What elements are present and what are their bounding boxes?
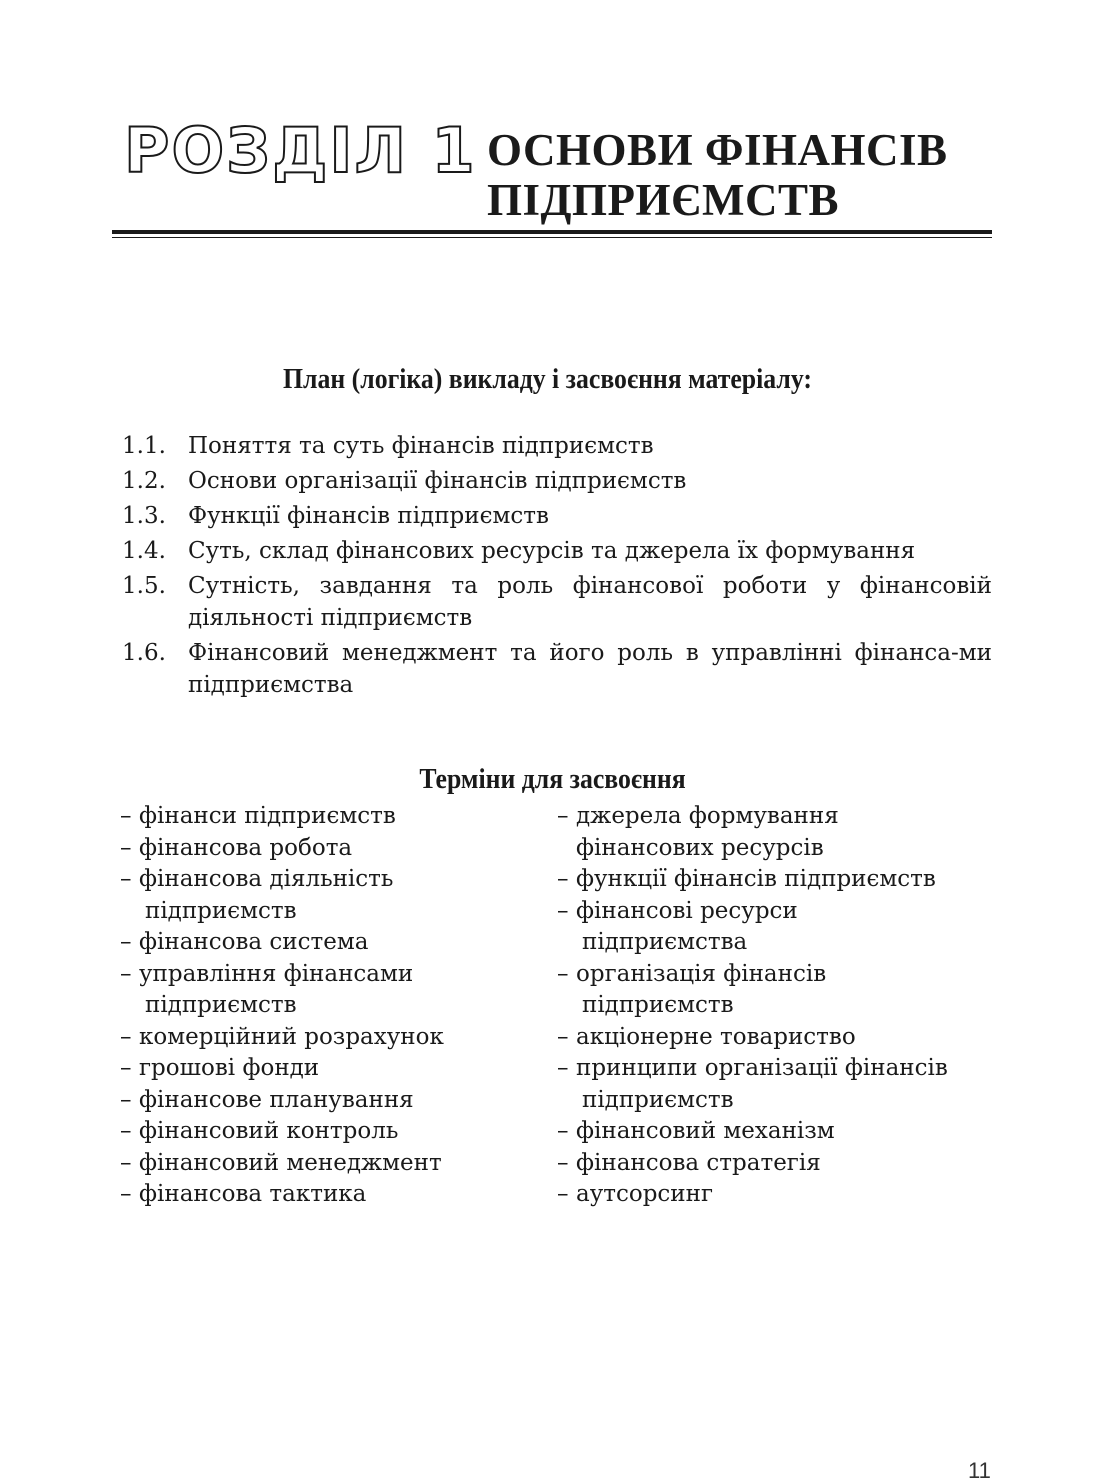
plan-item-text: Функції фінансів підприємств xyxy=(188,503,549,529)
term-text: організація фінансів xyxy=(576,960,827,987)
chapter-label: РОЗДІЛ 1 xyxy=(124,114,477,187)
term-dash xyxy=(120,990,139,1022)
term-item xyxy=(120,1022,550,1054)
title-divider-thick xyxy=(112,230,992,234)
term-text: джерела формування xyxy=(576,803,839,829)
term-dash xyxy=(557,1085,576,1117)
plan-item-text: Суть, склад фінансових ресурсів та джерела їх формування xyxy=(188,538,916,564)
term-text: фінансова система xyxy=(139,929,369,955)
plan-item-text: Фінансовий менеджмент та його роль в управлінні фінанса-ми підприємства xyxy=(188,640,992,698)
plan-item-number: 1.2. xyxy=(122,468,166,494)
term-text: фінансовий контроль xyxy=(139,1118,399,1144)
term-item-continuation xyxy=(557,833,997,865)
term-item xyxy=(557,1148,997,1180)
term-item xyxy=(557,1022,997,1054)
term-dash: – xyxy=(557,1118,569,1144)
term-text: фінансових ресурсів xyxy=(576,834,824,861)
term-dash: – xyxy=(120,1118,132,1144)
plan-item-number: 1.4. xyxy=(122,538,166,564)
term-dash xyxy=(557,927,576,959)
term-text: фінанси підприємств xyxy=(139,803,396,829)
term-dash xyxy=(120,896,139,928)
term-text: підприємств xyxy=(145,992,297,1018)
term-dash: – xyxy=(557,866,569,892)
term-text: фінансові ресурси xyxy=(576,897,798,924)
page-number: 11 xyxy=(968,1458,991,1483)
plan-item-text: Поняття та суть фінансів підприємств xyxy=(188,433,654,459)
term-item xyxy=(120,1179,550,1211)
term-item-continuation xyxy=(557,990,997,1022)
plan-list xyxy=(122,430,992,704)
plan-item-number: 1.1. xyxy=(122,433,166,459)
term-dash: – xyxy=(557,1149,569,1176)
term-text: фінансовий механізм xyxy=(576,1118,835,1144)
term-text: підприємств xyxy=(582,992,734,1018)
term-dash: – xyxy=(120,1055,132,1081)
chapter-title xyxy=(487,125,948,225)
term-text: фінансовий менеджмент xyxy=(139,1149,442,1176)
term-item-continuation xyxy=(120,896,550,928)
plan-item xyxy=(122,465,992,497)
plan-item xyxy=(122,637,992,701)
plan-item xyxy=(122,570,992,634)
term-text: підприємства xyxy=(582,929,748,955)
term-item xyxy=(120,1053,550,1085)
term-item xyxy=(557,1116,997,1148)
term-dash: – xyxy=(120,803,132,829)
term-dash: – xyxy=(557,1055,569,1081)
term-item-continuation xyxy=(557,927,997,959)
term-text: грошові фонди xyxy=(139,1055,320,1081)
term-dash: – xyxy=(120,834,132,861)
term-text: підприємств xyxy=(145,897,297,924)
term-dash: – xyxy=(120,929,132,955)
term-item xyxy=(120,927,550,959)
plan-heading: План (логіка) викладу і засвоєння матеріалу: xyxy=(283,364,812,395)
terms-column-left xyxy=(120,801,550,1211)
term-text: аутсорсинг xyxy=(576,1181,714,1207)
term-text: фінансова діяльність xyxy=(139,866,394,892)
term-text: фінансова стратегія xyxy=(576,1149,821,1176)
term-text: фінансова робота xyxy=(139,834,353,861)
term-item xyxy=(120,1085,550,1117)
term-item xyxy=(120,1148,550,1180)
term-dash: – xyxy=(557,1181,569,1207)
plan-item xyxy=(122,500,992,532)
term-item xyxy=(120,833,550,865)
term-text: фінансова тактика xyxy=(139,1181,367,1207)
chapter-title-line-2: ПІДПРИЄМСТВ xyxy=(487,175,839,225)
term-dash: – xyxy=(120,960,132,987)
term-dash: – xyxy=(120,866,132,892)
term-text: принципи організації фінансів xyxy=(576,1055,948,1081)
term-dash: – xyxy=(557,960,569,987)
term-item xyxy=(120,959,550,991)
plan-item-text: Основи організації фінансів підприємств xyxy=(188,468,687,494)
term-item xyxy=(557,896,997,928)
plan-item-text: Сутність, завдання та роль фінансової роботи у фінансовій діяльності підприємств xyxy=(188,573,992,631)
term-dash: – xyxy=(120,1181,132,1207)
term-item xyxy=(557,801,997,833)
term-item xyxy=(557,959,997,991)
plan-item xyxy=(122,535,992,567)
term-text: акціонерне товариство xyxy=(576,1023,856,1050)
term-item-continuation xyxy=(120,990,550,1022)
term-dash: – xyxy=(120,1149,132,1176)
term-dash: – xyxy=(557,897,569,924)
term-text: функції фінансів підприємств xyxy=(576,866,936,892)
terms-heading: Терміни для засвоєння xyxy=(419,764,686,795)
term-item xyxy=(557,1053,997,1085)
term-dash xyxy=(557,990,576,1022)
terms-column-right xyxy=(557,801,997,1211)
term-text: фінансове планування xyxy=(139,1086,414,1113)
term-item xyxy=(120,801,550,833)
term-dash xyxy=(557,833,576,865)
plan-item-number: 1.5. xyxy=(122,573,166,599)
plan-item-number: 1.3. xyxy=(122,503,166,529)
term-text: управління фінансами xyxy=(139,960,414,987)
term-text: підприємств xyxy=(582,1086,734,1113)
chapter-title-line-1: ОСНОВИ ФІНАНСІВ xyxy=(487,125,948,175)
term-item xyxy=(557,864,997,896)
plan-item-number: 1.6. xyxy=(122,640,166,666)
title-divider-thin xyxy=(112,237,992,238)
term-item xyxy=(120,1116,550,1148)
term-item xyxy=(120,864,550,896)
term-dash: – xyxy=(557,1023,569,1050)
term-dash: – xyxy=(120,1086,132,1113)
term-dash: – xyxy=(120,1023,132,1050)
term-text: комерційний розрахунок xyxy=(139,1023,444,1050)
term-item xyxy=(557,1179,997,1211)
term-item-continuation xyxy=(557,1085,997,1117)
term-dash: – xyxy=(557,803,569,829)
plan-item xyxy=(122,430,992,462)
